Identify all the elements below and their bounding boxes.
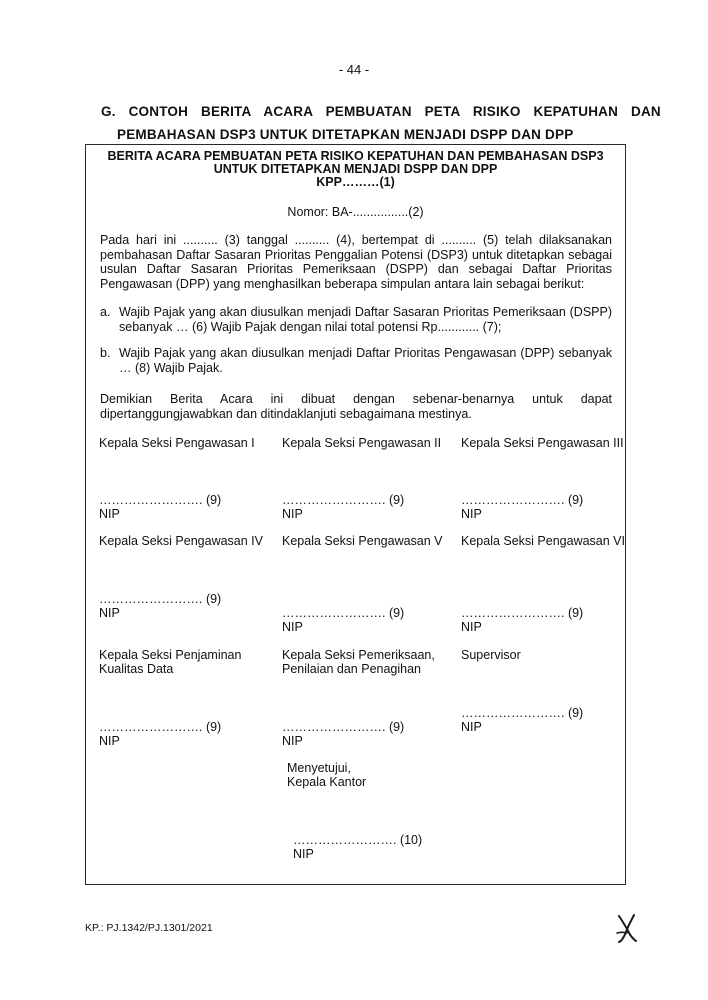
intro-paragraph: Pada hari ini .......... (3) tanggal .......... (4), bertempat di .......... (5) telah dilaksanakan pembahasan Daftar Sasaran Prioritas Penggalian Potensi (DSP3) untuk ditetapkan sebagai usulan Daftar Sasaran Prioritas Pemeriksaan (DSPP) dan sebagai Daftar Prioritas Pengawasan (DPP) yang menghasilkan beberapa simpulan antara lain sebagai berikut: (100, 233, 612, 291)
nip-label: NIP (99, 507, 120, 521)
page-number: - 44 - (338, 62, 370, 77)
footer-code: KP.: PJ.1342/PJ.1301/2021 (85, 922, 213, 934)
nip-label: NIP (282, 734, 303, 748)
box-title-line2: UNTUK DITETAPKAN MENJADI DSPP DAN DPP (213, 162, 498, 176)
signature-blank: ……………………. (9) (99, 493, 222, 507)
nip-label: NIP (461, 507, 482, 521)
nip-label: NIP (461, 620, 482, 634)
signature-blank: ……………………. (10) (293, 833, 423, 847)
signatory-title: Kepala Seksi Pengawasan VI (461, 534, 625, 548)
signatory-title: Kepala Seksi Pengawasan III (461, 436, 624, 450)
list-item-text: Wajib Pajak yang akan diusulkan menjadi Daftar Prioritas Pengawasan (DPP) sebanyak … (8) Wajib Pajak. (119, 346, 612, 375)
list-item-text: Wajib Pajak yang akan diusulkan menjadi Daftar Sasaran Prioritas Pemeriksaan (DSPP) sebanyak … (6) Wajib Pajak dengan nilai total potensi Rp............ (7); (119, 305, 612, 334)
nip-label: NIP (99, 606, 120, 620)
signatory-title: Kepala Seksi Pemeriksaan, Penilaian dan Penagihan (282, 648, 435, 676)
nip-label: NIP (282, 507, 303, 521)
list-marker: b. (100, 346, 111, 360)
section-heading-line1: G. CONTOH BERITA ACARA PEMBUATAN PETA RISIKO KEPATUHAN DAN (101, 104, 661, 119)
document-number: Nomor: BA-................(2) (287, 205, 424, 219)
approval-label: Menyetujui, (287, 761, 351, 775)
signatory-title: Kepala Seksi Penjaminan Kualitas Data (99, 648, 242, 676)
nip-label: NIP (99, 734, 120, 748)
nip-label: NIP (461, 720, 482, 734)
signatory-title: Supervisor (461, 648, 521, 662)
box-title-line3: KPP………(1) (316, 175, 395, 189)
signatory-title: Kepala Seksi Pengawasan I (99, 436, 255, 450)
signature-blank: ……………………. (9) (461, 606, 584, 620)
signature-blank: ……………………. (9) (282, 720, 405, 734)
signature-blank: ……………………. (9) (461, 493, 584, 507)
initial-mark-icon (614, 912, 640, 949)
signature-blank: ……………………. (9) (99, 592, 222, 606)
signatory-title: Kepala Seksi Pengawasan II (282, 436, 442, 450)
signatory-title: Kepala Seksi Pengawasan V (282, 534, 443, 548)
box-title-line1: BERITA ACARA PEMBUATAN PETA RISIKO KEPATUHAN DAN PEMBAHASAN DSP3 (107, 149, 604, 163)
signatory-title: Kepala Seksi Pengawasan IV (99, 534, 263, 548)
signature-blank: ……………………. (9) (282, 606, 405, 620)
nip-label: NIP (282, 620, 303, 634)
signature-blank: ……………………. (9) (282, 493, 405, 507)
section-heading-line2: PEMBAHASAN DSP3 UNTUK DITETAPKAN MENJADI DSPP DAN DPP (117, 127, 574, 142)
signature-blank: ……………………. (9) (99, 720, 222, 734)
approver-title: Kepala Kantor (287, 775, 367, 789)
list-marker: a. (100, 305, 111, 319)
nip-label: NIP (293, 847, 314, 861)
closing-paragraph: Demikian Berita Acara ini dibuat dengan sebenar-benarnya untuk dapat dipertanggungjawabkan dan ditindaklanjuti sebagaimana mestinya. (100, 392, 612, 421)
signature-blank: ……………………. (9) (461, 706, 584, 720)
